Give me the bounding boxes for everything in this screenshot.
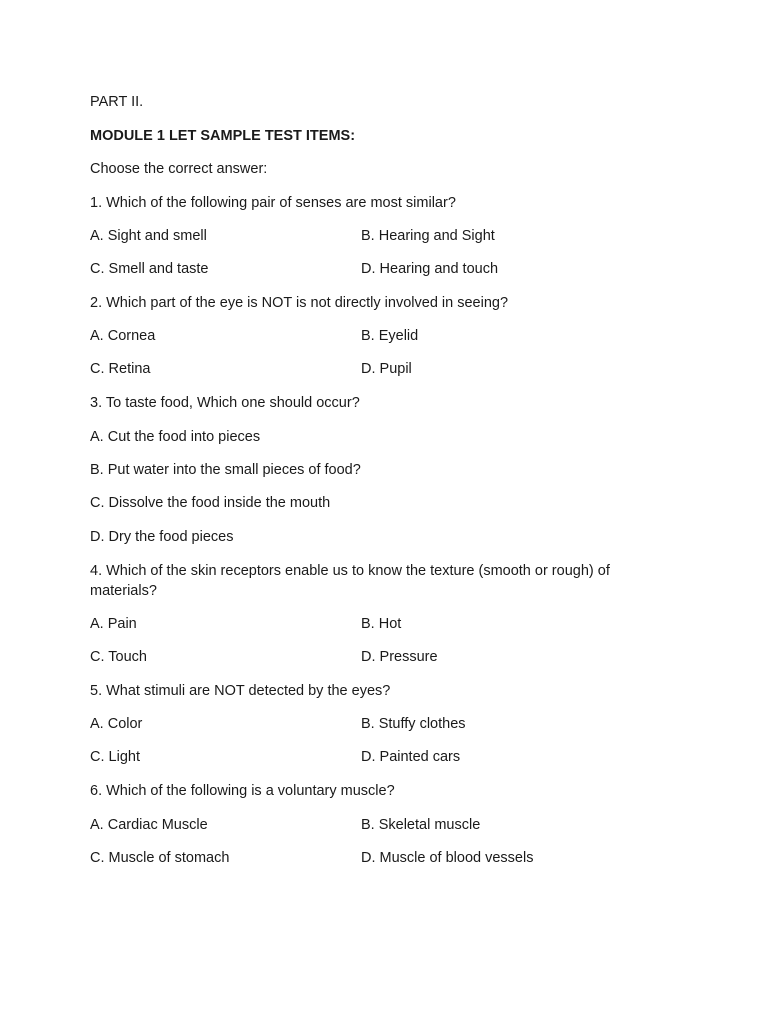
q2-option-c: C. Retina xyxy=(90,361,151,377)
q6-option-c: C. Muscle of stomach xyxy=(90,850,230,866)
q2-option-a: A. Cornea xyxy=(90,328,156,344)
q5-option-c: C. Light xyxy=(90,749,140,765)
q4-option-c: C. Touch xyxy=(90,649,147,665)
q1-option-b: B. Hearing and Sight xyxy=(361,228,495,244)
question-5: 5. What stimuli are NOT detected by the eyes? xyxy=(90,683,391,699)
instruction-text: Choose the correct answer: xyxy=(90,161,268,177)
q3-option-b: B. Put water into the small pieces of food? xyxy=(90,462,361,478)
q4-option-d: D. Pressure xyxy=(361,649,438,665)
q1-option-a: A. Sight and smell xyxy=(90,228,207,244)
q3-option-d: D. Dry the food pieces xyxy=(90,529,234,545)
q1-option-c: C. Smell and taste xyxy=(90,261,209,277)
question-4: 4. Which of the skin receptors enable us to know the texture (smooth or rough) of materials? xyxy=(90,563,610,599)
q4-option-b: B. Hot xyxy=(361,616,402,632)
q3-option-c: C. Dissolve the food inside the mouth xyxy=(90,495,331,511)
q5-option-b: B. Stuffy clothes xyxy=(361,716,466,732)
q3-option-a: A. Cut the food into pieces xyxy=(90,429,261,445)
q5-option-a: A. Color xyxy=(90,716,143,732)
q5-option-d: D. Painted cars xyxy=(361,749,461,765)
q6-option-d: D. Muscle of blood vessels xyxy=(361,850,534,866)
q4-option-a: A. Pain xyxy=(90,616,137,632)
question-1: 1. Which of the following pair of senses are most similar? xyxy=(90,195,456,211)
part-label: PART II. xyxy=(90,94,144,110)
q6-option-a: A. Cardiac Muscle xyxy=(90,817,208,833)
question-6: 6. Which of the following is a voluntary muscle? xyxy=(90,783,395,799)
question-3: 3. To taste food, Which one should occur? xyxy=(90,395,360,411)
q1-option-d: D. Hearing and touch xyxy=(361,261,499,277)
q6-option-b: B. Skeletal muscle xyxy=(361,817,481,833)
question-2: 2. Which part of the eye is NOT is not directly involved in seeing? xyxy=(90,295,509,311)
module-title: MODULE 1 LET SAMPLE TEST ITEMS: xyxy=(90,128,356,144)
q2-option-b: B. Eyelid xyxy=(361,328,419,344)
q2-option-d: D. Pupil xyxy=(361,361,412,377)
